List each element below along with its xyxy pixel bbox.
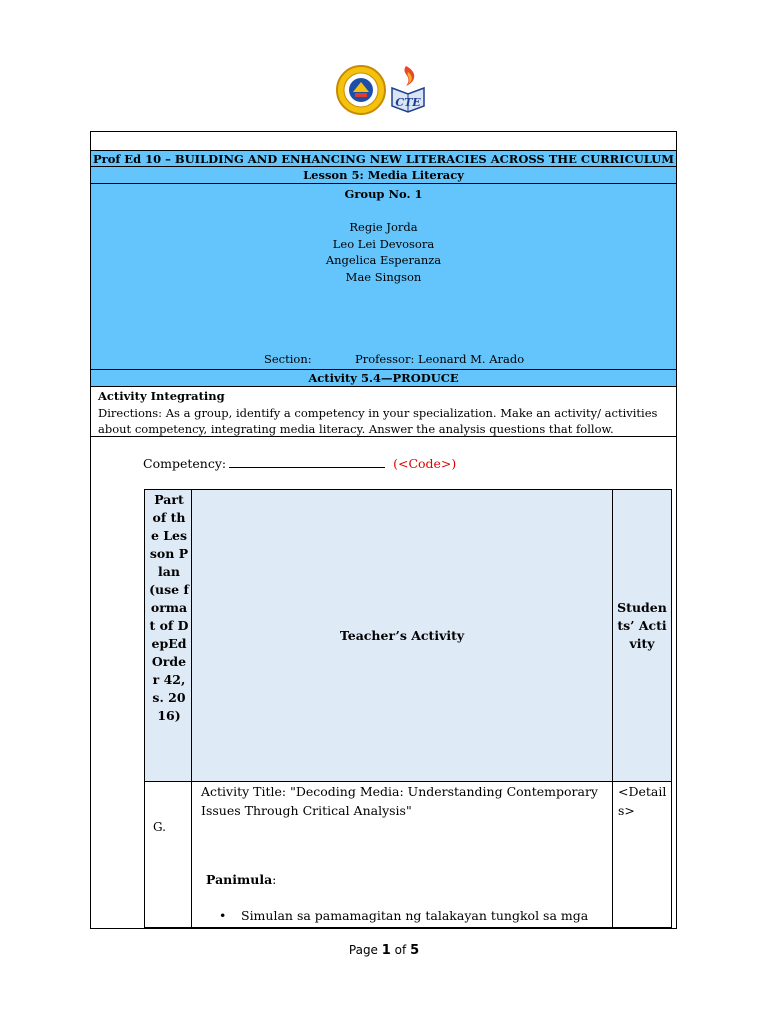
lesson-document-table bbox=[90, 131, 677, 929]
svg-text:CTE: CTE bbox=[395, 96, 421, 109]
col-header-students-activity: Students’ Activity bbox=[613, 490, 671, 782]
university-seal-icon bbox=[337, 66, 385, 114]
col-header-lesson-part: Part of the Lesson Plan (use format of DepEd Order 42, s. 2016) bbox=[145, 490, 192, 782]
member-list bbox=[91, 219, 676, 285]
cte-logo-icon bbox=[392, 66, 424, 112]
panimula-heading: Panimula: bbox=[206, 872, 277, 887]
activity-title-text: Activity Title: "Decoding Media: Understanding Contemporary Issues Through Critical Analysis" bbox=[201, 784, 598, 818]
activity-title-band: Activity 5.4—PRODUCE bbox=[91, 370, 676, 387]
professor-name: Professor: Leonard M. Arado bbox=[355, 352, 525, 366]
competency-code: (<Code>) bbox=[393, 456, 457, 471]
competency-blank[interactable] bbox=[229, 455, 385, 468]
lesson-plan-table bbox=[144, 489, 672, 929]
directions-title: Activity Integrating bbox=[98, 389, 225, 403]
member-name: Regie Jorda bbox=[349, 220, 418, 234]
teacher-activity-cell bbox=[192, 782, 613, 928]
lesson-title: Lesson 5: Media Literacy bbox=[91, 167, 676, 184]
page-number: Page 1 of 5 bbox=[348, 943, 420, 958]
competency-label: Competency: bbox=[143, 456, 227, 471]
member-name: Leo Lei Devosora bbox=[332, 236, 435, 251]
divider bbox=[91, 436, 676, 437]
section-label: Section: bbox=[264, 352, 312, 366]
row-part-cell: G. bbox=[145, 782, 192, 928]
header-logos bbox=[336, 62, 434, 118]
member-name: Angelica Esperanza bbox=[325, 253, 442, 267]
group-number: Group No. 1 bbox=[344, 187, 423, 201]
member-name: Mae Singson bbox=[345, 269, 422, 284]
directions-block bbox=[98, 388, 673, 438]
group-info bbox=[91, 184, 676, 370]
course-title: Prof Ed 10 – BUILDING AND ENHANCING NEW LITERACIES ACROSS THE CURRICULUM bbox=[92, 152, 674, 166]
directions-text: Directions: As a group, identify a competency in your specialization. Make an activity/ activities about competency, integrating media literacy. Answer the analysis questions that follow. bbox=[98, 405, 658, 436]
col-header-teacher-activity: Teacher’s Activity bbox=[192, 490, 613, 782]
students-activity-cell: <Details> bbox=[618, 784, 667, 818]
bullet-icon: • bbox=[219, 907, 227, 923]
list-item: • Simulan sa pamamagitan ng talakayan tungkol sa mga bbox=[219, 907, 600, 926]
competency-line bbox=[143, 455, 456, 471]
